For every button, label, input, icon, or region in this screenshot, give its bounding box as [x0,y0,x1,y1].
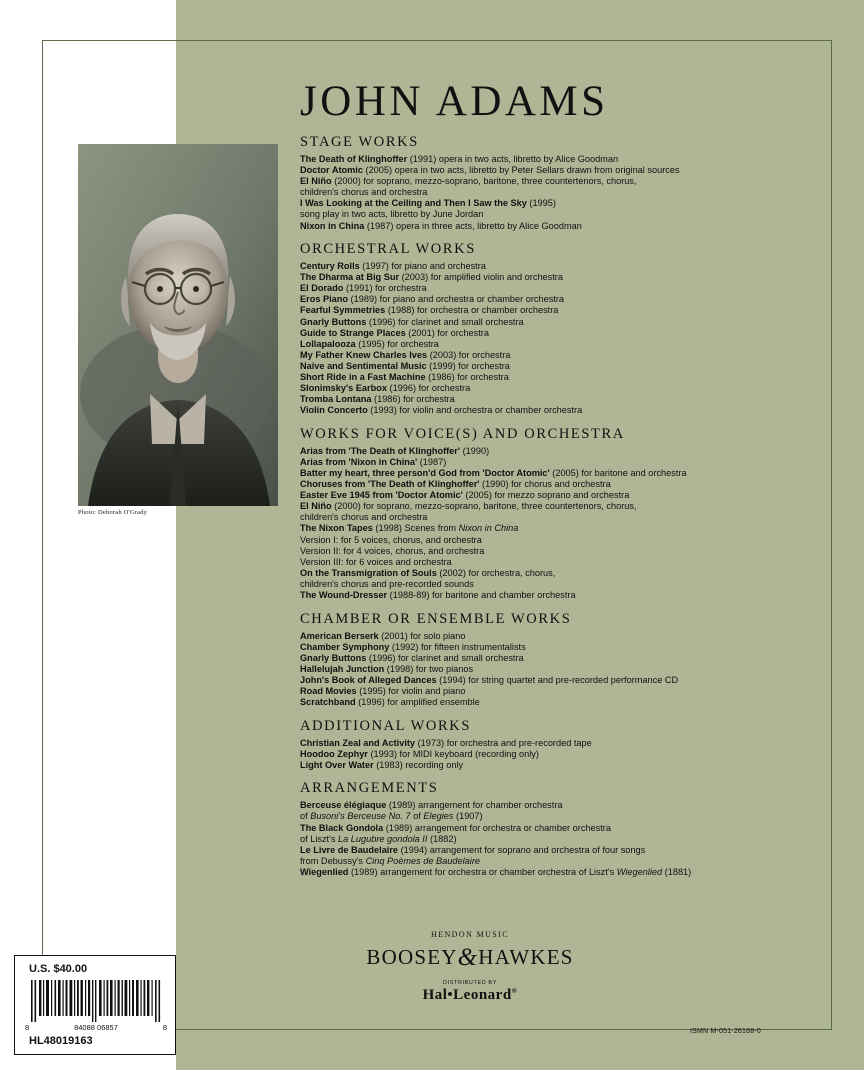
work-title: The Wound-Dresser [300,590,388,600]
work-entry [300,176,800,188]
work-entry [300,738,800,750]
work-title: Doctor Atomic [300,165,363,176]
work-detail: children's chorus and orchestra [300,187,428,198]
work-title: Short Ride in a Fast Machine [300,371,426,382]
work-entry [300,653,800,665]
work-title: Lollapalooza [300,338,356,349]
work-detail: (1990) for chorus and orchestra [479,479,611,490]
work-title: Road Movies [300,686,357,696]
work-entry [300,490,800,502]
work-detail: of Liszt's [300,833,339,844]
hal-leonard-logo [300,987,640,1004]
work-entry [300,845,800,857]
work-entry [300,350,800,362]
work-entry [300,317,800,329]
work-detail: (1907) [453,811,483,822]
barcode-digit-left: 8 [25,1023,30,1032]
works-section [300,242,800,417]
distributor-name: Hal•Leonard [422,987,512,1003]
work-title: Nixon in China [300,220,365,231]
work-entry [300,675,800,687]
work-detail: of [410,811,424,822]
work-title: Easter Eve 1945 from 'Doctor Atomic' [300,490,463,501]
work-detail: (1882) [427,833,457,844]
work-detail: (1991) opera in two acts, libretto by Alice Goodman [407,153,619,164]
work-detail: (1998) for two pianos [384,663,474,674]
work-detail: children's chorus and orchestra [300,512,428,523]
barcode-bars [25,980,165,1022]
work-entry [300,468,800,480]
ismn-number: ISMN M-051-26168-0 [690,1028,761,1035]
work-title: The Dharma at Big Sur [300,272,400,283]
work-detail: (1983) recording only [373,759,464,770]
section-heading: CHAMBER OR ENSEMBLE WORKS [300,610,572,627]
barcode-digits-middle: 84088 06857 [74,1023,118,1032]
work-title: Wiegenlied [300,866,349,877]
work-detail: (2003) for orchestra [427,349,511,360]
works-section [300,612,800,709]
work-entry [300,457,800,469]
work-title: The Nixon Tapes [300,523,373,534]
work-detail: (2005) for baritone and orchestra [549,467,687,478]
work-title: The Black Gondola [300,822,384,833]
work-title: Chamber Symphony [300,641,390,652]
work-detail: (2003) for amplified violin and orchestra [399,272,563,283]
portrait-illustration [78,144,278,506]
price-label: U.S. $40.00 [29,963,88,975]
work-title: John's Book of Alleged Dances [300,674,437,685]
work-title: American Berserk [300,630,379,641]
work-entry [300,209,800,221]
work-detail: (1991) for orchestra [343,283,427,294]
work-entry [300,339,800,351]
work-title: I Was Looking at the Ceiling and Then I Saw the Sky [300,198,527,209]
sections-root [300,135,800,879]
section-heading: WORKS FOR VOICE(S) AND ORCHESTRA [300,425,625,442]
work-detail: (2001) for orchestra [405,327,489,338]
work-entry [300,867,800,879]
work-title: El Niño [300,501,332,512]
work-entry [300,479,800,491]
work-title: Slonimsky's Earbox [300,383,387,394]
work-entry [300,446,800,458]
work-detail: (1989) arrangement for chamber orchestra [386,800,563,811]
works-section [300,719,800,772]
work-detail: (1996) for amplified ensemble [355,697,480,708]
work-title: Berceuse élégiaque [300,800,387,811]
section-heading: ORCHESTRAL WORKS [300,241,476,258]
catalog-number: HL48019163 [29,1035,93,1047]
work-detail: of [300,811,311,822]
work-entry [300,405,800,417]
work-title: Hoodoo Zephyr [300,748,368,759]
barcode-digits [25,1023,167,1032]
work-entry [300,823,800,835]
section-heading: STAGE WORKS [300,134,419,150]
work-detail: (1986) for orchestra [425,371,509,382]
work-entry [300,546,800,558]
work-title: Guide to Strange Places [300,327,406,338]
work-reference: Nixon in China [458,523,519,534]
composer-photo-block [78,144,278,524]
work-detail: (1986) for orchestra [371,394,455,405]
work-entry [300,568,800,580]
work-detail: (2002) for orchestra, chorus, [436,567,556,578]
work-detail: (1995) for violin and piano [356,686,466,696]
work-detail: (1995) [526,198,556,209]
work-title: Arias from 'The Death of Klinghoffer' [300,445,461,456]
work-entry [300,535,800,547]
work-detail: Version II: for 4 voices, chorus, and orchestra [300,545,485,556]
work-detail: (2005) opera in two acts, libretto by Peter Sellars drawn from original sources [362,165,680,176]
work-detail: (1988) for orchestra or chamber orchestra [385,305,559,316]
work-title: Naive and Sentimental Music [300,360,427,371]
work-detail: (1989) arrangement for orchestra or chamber orchestra [383,822,611,833]
work-detail: from Debussy's [300,855,366,866]
composer-portrait [78,144,278,506]
work-detail: (1994) for string quartet and pre-recorded performance CD [436,674,679,685]
work-detail: children's chorus and pre-recorded sounds [300,578,474,589]
work-detail: (1989) for piano and orchestra or chamber orchestra [348,294,565,305]
work-title: Tromba Lontana [300,394,372,405]
work-entry [300,631,800,643]
work-entry [300,800,800,812]
boosey-hawkes-logo [300,945,640,970]
work-title: Arias from 'Nixon in China' [300,456,418,467]
work-detail: (1993) for violin and orchestra or chamber orchestra [367,405,583,416]
work-detail: (1973) for orchestra and pre-recorded tape [415,737,592,748]
work-detail: (1999) for orchestra [426,360,510,371]
works-section [300,427,800,602]
work-entry [300,501,800,513]
work-title: Violin Concerto [300,405,368,416]
work-detail: (1993) for MIDI keyboard (recording only) [367,748,539,759]
work-detail: (1996) for orchestra [386,383,471,394]
works-section [300,135,800,232]
work-reference: La Lugubre gondola II [338,833,428,844]
work-entry [300,372,800,384]
work-title: Christian Zeal and Activity [300,737,416,748]
work-entry [300,697,800,709]
work-detail: (1997) for piano and orchestra [359,261,486,272]
work-entry [300,294,800,306]
publisher-block [300,930,640,1004]
logo-ampersand: & [457,944,479,971]
work-entry [300,749,800,761]
work-entry [300,523,800,535]
work-detail: (2000) for soprano, mezzo-soprano, baritone, three countertenors, chorus, [331,176,637,187]
work-detail: (1987) [417,456,447,467]
work-title: El Niño [300,176,332,187]
work-title: The Death of Klinghoffer [300,153,408,164]
imprint-name: HENDON MUSIC [431,930,509,939]
work-entry [300,394,800,406]
page-title: JOHN ADAMS [300,78,609,125]
work-title: Le Livre de Baudelaire [300,844,399,855]
work-title: Century Rolls [300,261,360,272]
section-heading: ARRANGEMENTS [300,780,439,797]
work-entry [300,165,800,177]
work-detail: (1987) opera in three acts, libretto by Alice Goodman [364,220,582,231]
work-entry [300,856,800,868]
photo-credit: Photo: Deborah O'Grady [78,509,148,516]
registered-mark: ® [511,987,518,995]
work-title: Hallelujah Junction [300,663,385,674]
work-detail: (1992) for fifteen instrumentalists [389,641,526,652]
work-detail: song play in two acts, libretto by June Jordan [300,209,484,220]
work-detail: (1995) for orchestra [355,338,439,349]
work-entry [300,328,800,340]
work-title: Batter my heart, three person'd God from 'Doctor Atomic' [300,467,550,478]
work-detail: (1998) Scenes from [372,523,459,534]
work-detail: Version I: for 5 voices, chorus, and orchestra [300,534,482,545]
work-entry [300,272,800,284]
work-title: Eros Piano [300,294,348,305]
work-reference: Elegies [423,811,454,822]
works-list-content [300,80,800,879]
work-entry [300,261,800,273]
work-entry [300,642,800,654]
work-entry [300,557,800,569]
work-entry [300,512,800,524]
logo-right-word: HAWKES [478,945,574,969]
work-entry [300,579,800,591]
work-detail: (1996) for clarinet and small orchestra [366,652,524,663]
work-title: El Dorado [300,283,344,294]
work-title: Light Over Water [300,759,374,770]
barcode-block [14,955,176,1055]
work-detail: (1881) [662,866,692,877]
distributed-by-label: DISTRIBUTED BY [443,980,497,986]
section-heading: ADDITIONAL WORKS [300,717,471,734]
work-title: Choruses from 'The Death of Klinghoffer' [300,479,480,490]
work-entry [300,221,800,233]
work-entry [300,811,800,823]
work-entry [300,760,800,772]
barcode-digit-right: 8 [162,1023,167,1032]
work-title: Gnarly Buttons [300,316,367,327]
work-detail: (2001) for solo piano [378,630,466,641]
work-title: Scratchband [300,697,356,708]
work-entry [300,686,800,698]
works-section [300,781,800,878]
work-entry [300,154,800,166]
work-detail: (1994) arrangement for soprano and orchestra of four songs [398,844,646,855]
work-title: Fearful Symmetries [300,305,386,316]
work-detail: (1996) for clarinet and small orchestra [366,316,524,327]
work-entry [300,664,800,676]
work-detail: (1989) arrangement for orchestra or chamber orchestra of Liszt's [348,866,617,877]
work-title: My Father Knew Charles Ives [300,349,428,360]
work-reference: Busoni's Berceuse No. 7 [310,811,411,822]
work-detail: (1990) [460,445,490,456]
work-entry [300,198,800,210]
logo-left-word: BOOSEY [366,945,458,969]
work-detail: Version III: for 6 voices and orchestra [300,556,452,567]
work-entry [300,361,800,373]
work-reference: Wiegenlied [616,866,663,877]
work-title: Gnarly Buttons [300,652,367,663]
work-entry [300,590,800,602]
work-reference: Cinq Poèmes de Baudelaire [365,855,480,866]
work-entry [300,305,800,317]
work-detail: (2000) for soprano, mezzo-soprano, baritone, three countertenors, chorus, [331,501,637,512]
work-entry [300,283,800,295]
work-entry [300,187,800,199]
work-detail: (2005) for mezzo soprano and orchestra [462,490,630,501]
work-detail: (1988-89) for baritone and chamber orchestra [387,590,576,600]
work-title: On the Transmigration of Souls [300,567,437,578]
work-entry [300,383,800,395]
work-entry [300,834,800,846]
